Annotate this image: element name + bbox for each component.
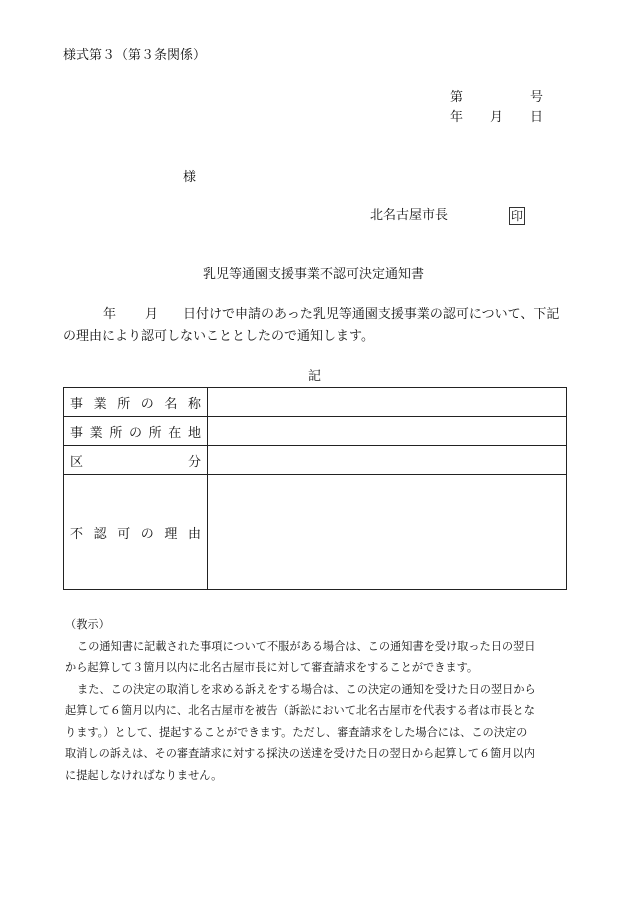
label-char: 事 xyxy=(70,396,84,412)
label-char: の xyxy=(140,526,154,542)
row-label-reason xyxy=(64,475,208,590)
ki-heading: 記 xyxy=(308,369,322,384)
date-year: 年 xyxy=(450,110,464,125)
document-title: 乳児等通園支援事業不認可決定通知書 xyxy=(203,267,425,282)
label-char: 業 xyxy=(89,425,103,441)
label-char: 称 xyxy=(187,396,201,412)
label-char: 所 xyxy=(109,425,123,441)
row-value-business-address[interactable] xyxy=(208,417,567,446)
record-table xyxy=(63,387,567,590)
seal-mark: 印 xyxy=(510,209,523,223)
label-char: 認 xyxy=(93,526,107,542)
label-char: の xyxy=(140,396,154,412)
form-label: 様式第３（第３条関係） xyxy=(63,48,207,63)
table-row xyxy=(64,388,567,417)
label-char: 在 xyxy=(168,425,182,441)
label-char: 由 xyxy=(187,526,201,542)
notice-line: この通知書に記載された事項について不服がある場合は、この通知書を受け取った日の翌日 xyxy=(77,639,536,653)
label-char: 地 xyxy=(187,425,201,441)
label-char: 区 xyxy=(70,454,84,470)
label-char: 分 xyxy=(187,454,201,470)
label-char: 名 xyxy=(164,396,178,412)
label-char: の xyxy=(128,425,142,441)
addressee-suffix: 様 xyxy=(183,170,197,185)
body-line-1 xyxy=(63,304,573,326)
date-month: 月 xyxy=(490,110,504,125)
table-row xyxy=(64,475,567,590)
number-suffix: 号 xyxy=(530,90,544,105)
date-day: 日 xyxy=(530,110,544,125)
notice-line: ります。）として、提起することができます。ただし、審査請求をした場合には、この決定の xyxy=(65,725,528,739)
notice-section xyxy=(65,614,575,786)
label-char: 事 xyxy=(70,425,84,441)
table-row xyxy=(64,417,567,446)
notice-line: に提起しなければなりません。 xyxy=(65,768,223,782)
label-char: 業 xyxy=(93,396,107,412)
number-prefix: 第 xyxy=(450,90,464,105)
notice-line: 起算して６箇月以内に、北名古屋市を被告（訴訟において北名古屋市を代表する者は市長とな xyxy=(65,704,535,717)
issuer-name: 北名古屋市長 xyxy=(370,208,449,223)
body-year: 年 xyxy=(103,307,117,322)
notice-line: また、この決定の取消しを求める訴えをする場合は、この決定の通知を受けた日の翌日から xyxy=(77,682,536,696)
label-char: 所 xyxy=(117,396,131,412)
label-char: 不 xyxy=(70,526,84,542)
label-char: 所 xyxy=(148,425,162,441)
table-row xyxy=(64,446,567,475)
body-line-2: の理由により認可しないこととしたので通知します。 xyxy=(63,329,374,344)
label-char: 理 xyxy=(164,526,178,542)
row-value-business-name[interactable] xyxy=(208,388,567,417)
label-char: 可 xyxy=(117,526,131,542)
row-label-business-address xyxy=(64,417,208,446)
row-label-category xyxy=(64,446,208,475)
notice-line: 取消しの訴えは、その審査請求に対する採決の送達を受けた日の翌日から起算して６箇月以内 xyxy=(65,747,535,760)
body-paragraph xyxy=(63,304,573,348)
row-value-category[interactable] xyxy=(208,446,567,475)
body-line-1-rest: 日付けで申請のあった乳児等通園支援事業の認可について、下記 xyxy=(183,307,560,322)
row-value-reason[interactable] xyxy=(208,475,567,590)
notice-heading: （教示） xyxy=(65,618,110,631)
body-month: 月 xyxy=(145,307,159,322)
notice-line: から起算して３箇月以内に北名古屋市長に対して審査請求をすることができます。 xyxy=(65,661,479,674)
row-label-business-name xyxy=(64,388,208,417)
